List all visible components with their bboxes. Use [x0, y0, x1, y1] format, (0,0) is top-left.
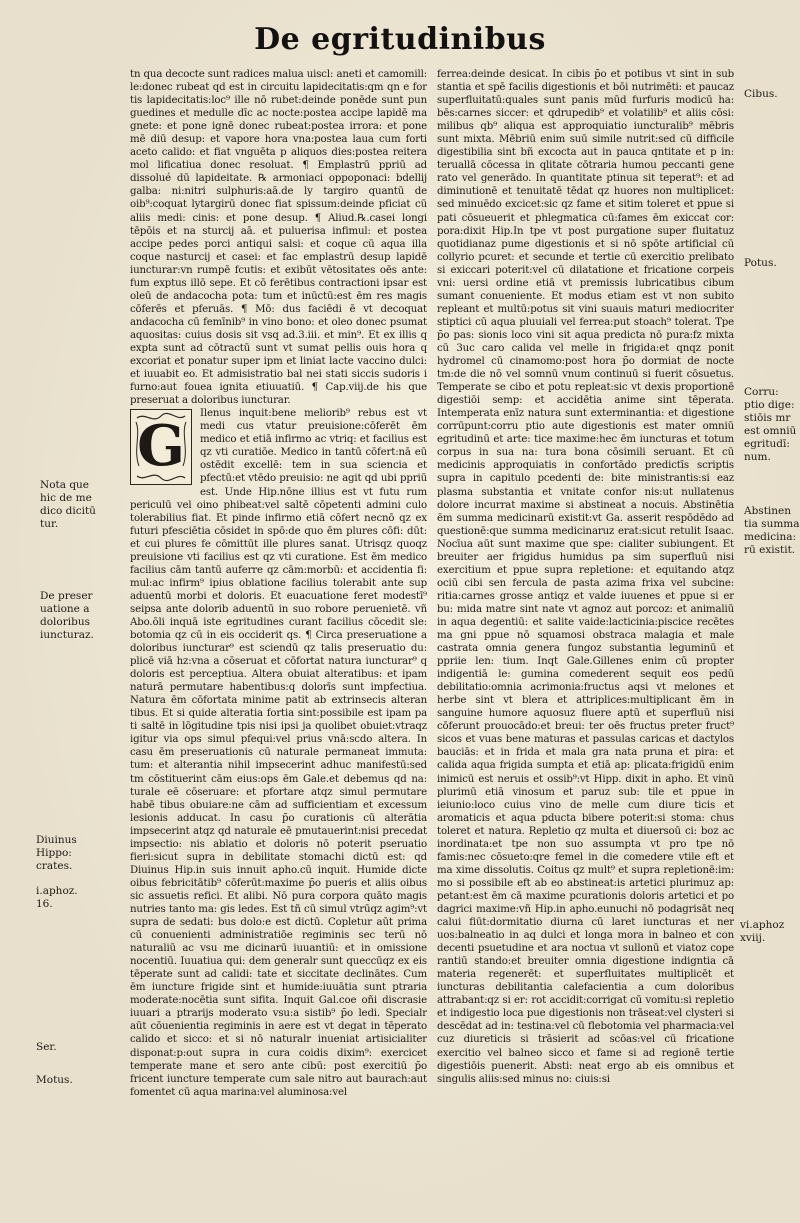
paragraph-right: ferrea:deinde desicat. In cibis p̄o et potibus vt sint in sub stantia et spē facilis digestionis et bōi nutrimēti: et paucaz superfluitatū:quales sunt panis mūd furfuris modicū ha: bēs:carnes siccer: et qdrupedib⁹ et volatilib⁹ et aliis cōsi: milibus qb⁹ aliqua est approquiatio iuncturalib⁹ mēbris sunt mixta. Mēbriū enim suū simile nutrit:sed cū difficile digestibilia sint bñ excocta aut in pauca qntitate et p in: teruallā cōcessa in qlitate cōtraria humou peccanti gene rato vel generādo. In quantitate ptinua sit teperat⁹: et ad diminutionē et tenuitatē tēdat qz huores non multiplicet: sed minuēdo excicet:sic qz fame et sitim toleret et ppue si pati cōsueuerit et phlegmatica cū:fames ēm exiccat cor: pora:dixit Hip.In tpe vt post purgatione super fluitatuz quotidianaz pume digestionis et si nō spōte artificial cū collyrio pcuret: et secunde et tertie cū exercitio prelibato si exiccari poterit:vel cū dilatatione et fricatione corpeis vni: uersi ordine etiā vt premissis lubricatibus cibum sumant conueniente. Et modus etiam est vt non subito repleant et multū:potus sit vini suauis maturi mediocriter stiptici cū aqua pluuiali vel ferrea:put stoach⁹ tolerat. Tpe p̄o pas: sionis loco vini sit aqua predicta nō pura:fz mixta cū 3uc caro calida vel melle in frigida:et qnqz ponit hydromel cū cinamomo:post hora p̄o dormiat de nocte tm:de die nō vel somnū vnum continuū si fuerit cōsuetus. Temperate se cibo et potu repleat:sic vt dexis proportionē digestiōi semp: et accidētia anime sint tēperata. Intemperata enīz natura sunt exterminantia: et digestione corrūpunt:corru ptio aute digestionis est mater omniū egritudinū et arte: tice maxime:hec ēm iuncturas et totum corpus in sua na: tura bona cōsimili seruant. Et cū medicinis approquiatis in confortādo predictīs scriptis supra in capitulo pcedenti de: bite ministrantis:si eaz plasma substantia et vnitate confor nis:ut nullatenus dolore incurrat maxime si abstineat a nocuis. Abstinētia ēm summa medicinarū existit:vt Ga. asserit respōdēdo ad questionē:que summa medicinaruz erat:sicut retulit Isaac. Nocīua aūt sunt maxime que spe: cialiter subiungent. Et breuiter aer frigidus humidus pa sim superfluū nisi exercitium et ppue supra repletione: et equitando atqz ociū cibi sen fercula de pasta azima frixa vel subcine: ritia:carnes grosse antiqz et valde iuuenes et ppue si er bu: mida matre sint nate vt agnoz aut porcoz: et animaliū in aqua degentiū: et salite vaide:lacticinia:piscice recētes ma gni ppue nō squamosi obstraca malagia et male castrata omnia genera fungoz substantia leguminū et ppriie len: tium. Inqt Gale.Gillenes enim cū propter indigentiā le: gumina comederent sequit eos pedū debilitatio:omnia acrimonia:fructus aqsi vt melones et herbe sint vt blera et attriplices:multiplicant ēm in sanguine humore aquosuz fluere aptū et superfluū nisi cōferunt prouocādo:et breui: ter oēs fructus preter fruct⁹ sicos et vuas bene maturas et passulas caricas et dactylos bauciās: et in frida et mala gra nata pruna et pira: et calida aqua frigida sumpta et etiā ap: plicata:frigidū enim inimicū est neruis et ossib⁹:vt Hipp. dixit in apho. Et vinū plurimū etiā vinosum et paruz sub: tile et ppue in ieiunio:loco cuius vino de melle cum diure ticis et aromaticis et aqua pducta bibere poterit:si stoma: chus toleret et natura. Repletio qz multa et diuersoū ci: boz ac inordinata:et tpe non suo assumpta vt pro tpe nō famis:nec cōsueto:qre femel in die comedere vtile eft et ma xime dissolutis. Coitus qz mult⁹ et supra repletionē:im: mo si possibile eft ab eo abstineat:is artetici plurimuz ap: petant:est ēm cā maxime pcurationis doloris artetici et po dagrici maxime:vñ Hip.in apho.eunuchi nō podagrisāt neq calui fiūt:dormitatio diurna cū laret iuncturas et ner uos:balneatio in aq dulci et longa mora in balneo et con decenti psuetudine et ara noctua vt sullonū et viatoz cope rantiū stando:et breuiter omnia digestione indigntia cā materia regenerēt: et superfluitates multiplicēt et iuncturas debilitantia calefacientia a cum doloribus attrabant:qz si er: rot accidit:corrigat cū vomitu:si repletio et indigestio loca pue digestionis non trāseat:vel clysteri si descēdat ad in: testina:vel cū flebotomia vel pharmacia:vel cuz diureticis si trāsierit ad scōas:vel cū fricatione exercitio vel balneo sicco et fame si ad regionē tertie digestiōis puenerit. Absti: neat ergo ab eis omnibus et singulis aliis:sed minus no: ciuis:si [437, 69, 734, 1085]
margin-note-right-1: Cibus. [744, 88, 778, 100]
margin-note-left-5: Ser. [36, 1041, 57, 1053]
paragraph-2: Ilenus inquit:bene meliorib⁹ rebus est vt medi cus vtatur preuisione:cōferēt ēm medico et etiā infirmo ac vtriq: et facilius est qz vti curatiōe. Medico in tantū cōfert:nā eū ostēdit excellē: tem in sua sciencia et pfectū:et vtēdo preuisio: ne agit qd ubi ppriū est. Unde Hip.nōne illius est vt futu rum periculū vel oino phibeat:vel saltē cōpetenti admini culo tolerabilius fiat. Et pinde infirmo etiā cōfert necnō qz ex futuri pfesciētia cōsidet in spō:de quo ēm plures cōfi: dūt: et cui plures fe cōmittūt ille plures sanat. Utrisqz quoqz preuisione vti facilius est qz vti curatione. Est ēm medico facilius cām tantū auferre qz cām:morbū: et accidentia fi: mul:ac infirm⁹ ipius oblatione facilius tolerabit ante sup aduentū morbi et doloris. Et euacuatione feret modestī⁹ seipsa ante dolorib aduentū in suo robore peruenietē. vñ Abo.ōli inquā iste egritudines curant facilius cōcedit sle: botomia qz cū in eis occiderit qs. ¶ Circa preseruatione a doloribus iuncturar⁹ est sciendū qz talis preseruatio du: plicē viā hz:vna a cōseruat et cōfortat natura iuncturar⁹ q doloris est perceptiua. Altera obuiat alteratibus: et ipam naturā permutare habentibus:q dolorīs sunt impfectiua. Natura ēm cōfortata minime patit ab extrinsecis alteran tibus. Et si quide alteratia fortia sint:possibile est ipam pa ti saltē in lōgitudine tpis nisi ipsi ja quolibet obuiet:vtraqz igitur via ops simul pfequi:vel prius vnā:scdo altera. In casu ēm preseruationis cū naturale permaneat immuta: tum: et alterantia nihil impsecerint adhuc manifestū:sed tm cōstituerint cām eius:ops ēm Gale.et debemus qd na: turale eē cōseruare: et pfortare atqz simul permutare habē tibus obuiare:ne cām ad sufficientiam et excessum lesionis adducat. In casu p̄o curationis cū alterātia impsecerint atqz qd naturale eē pmutauerint:nisi precedat impsectio: nis ablatio et doloris nō poterit pseruatio fieri:sicut supra in debilitate stomachi dictū est: qd Diuinus Hip.in suis innuit apho.cū inquit. Humide dicte oibus febricitātib⁹ cōferūt:maxime p̄o pueris et aliis oibus sic assuetis refici. Et alibi. Nō pura corpora quāto magis nutries tanto ma: gis ledes. Est tñ cū simul vtrūqz agim⁹:vt supra de sedati: bus dolo:e est dictū. Copletur aūt prima cū conuenienti administratiōe regiminis sec terū nō naturaliū ac vsu me dicinarū iuuantiū: et in omissione nocentiū. Iuuatiua qui: dem generalr sunt queccūqz ex eis tēperate sunt ad calidi: tate et siccitate declinātes. Cum ēm iuncture frigide sint et humide:iuuātia sunt ptraria moderate:nocētia sunt sifita. Inquit Gal.coe oñi discrasie iuuari a ptrarijs moderato vsu:a sistib⁹ p̄o ledi. Specialr aūt cōuenientia regiminis in aere est vt degat in tēperato calido et sicco: et si nō naturalr inueniat artisicialiter disponat:p:out supra in cura coidis dixim⁹: exercicet temperate mane et sero ante cibū: post exercitiū p̄o fricent iuncture temperate cum sale nitro aut baurach:aut fomentet cū aqua marina:vel aluminosa:vel [130, 408, 427, 1098]
decorated-initial [130, 409, 192, 485]
margin-note-left-4: i.aphoz. 16. [36, 885, 78, 910]
paragraph-1: tn qua decocte sunt radices malua uiscl: aneti et camomill: le:donec rubeat qd est in circuitu lapidecitatis:qm qn e for tis lapidecitatis:loc⁹ ille nō rubet:deinde ponēde sunt pun guedines et medulle dīc ac nocte:postea accipe lapidē ma gnete: et pone ignē donec rubeat:postea irrora: et pone mē diū desup: et vapore hora vna:postea laua cum forti aceto calido: et fiat vnguēta p aliquos dies:postea reitera mol lificatiua donec resoluat. ¶ Emplastrū ppriū ad dissolué dū lapideitate. ℞ armoniaci oppoponaci: bdellij galba: ni:nitri sulphuris:aā.de ly targiro quantū de oib⁹:coquat lytargirū donec fiat spissum:deinde pficiat cū aliis medi: cinis: et pone desup. ¶ Aliud.℞.casei longi tēpōis et na sturcij aā. et puluerisa infimul: et postea accipe pedes porci antiqui salsi: et coque cū aqua illa coque nasturcij et casei: et fac emplastrū desup lapidē iuncturar:vn rumpē fcutis: et exibūt vētositates oēs ante: fum exptus illō sepe. Et cō ferētibus contractioni ipsar est oleū de andacocha pota: tum et inūctū:est ēm res magis cōferēs et pferuās. ¶ Mō: dus faciēdi ē vt decoquat andacocha cū femīnib⁹ in vino bono: et oleo donec psumat aquositas: cuius dosis sit vsq ad.3.iii. et min⁹. Et ex illis q expta sunt ad cōtractū sunt vt sumat pellis ouis hora q excoriat et ponatur super ipm et liniat lacte vaccino dulci: et iuuabit eo. Et admisistratio bal nei stati siccis sudoris i furno:aut fouea ignita etiuuatiū. ¶ Cap.viij.de his que preseruat a doloribus iuncturar. [130, 69, 427, 407]
text-column-right [437, 68, 734, 1190]
margin-note-right-2: Potus. [744, 257, 777, 269]
margin-note-left-6: Motus. [36, 1074, 73, 1086]
text-column-left [130, 68, 427, 1190]
margin-note-right-5: vi.aphoz xviij. [740, 919, 785, 944]
margin-note-right-4: Abstinen tia summa medicina: rū existit. [744, 505, 800, 556]
margin-note-left-2: De preser uatione a doloribus iuncturaz. [40, 590, 94, 641]
initial-letter: G [137, 413, 185, 480]
margin-note-left-3: Diuinus Hippo: crates. [36, 834, 77, 872]
margin-note-left-1: Nota que hic de me dico dicitū tur. [40, 479, 96, 530]
margin-note-right-3: Corru: ptio dige: stiōis mr est omniū egritudī: num. [744, 386, 797, 463]
page-title: De egritudinibus [254, 22, 546, 57]
